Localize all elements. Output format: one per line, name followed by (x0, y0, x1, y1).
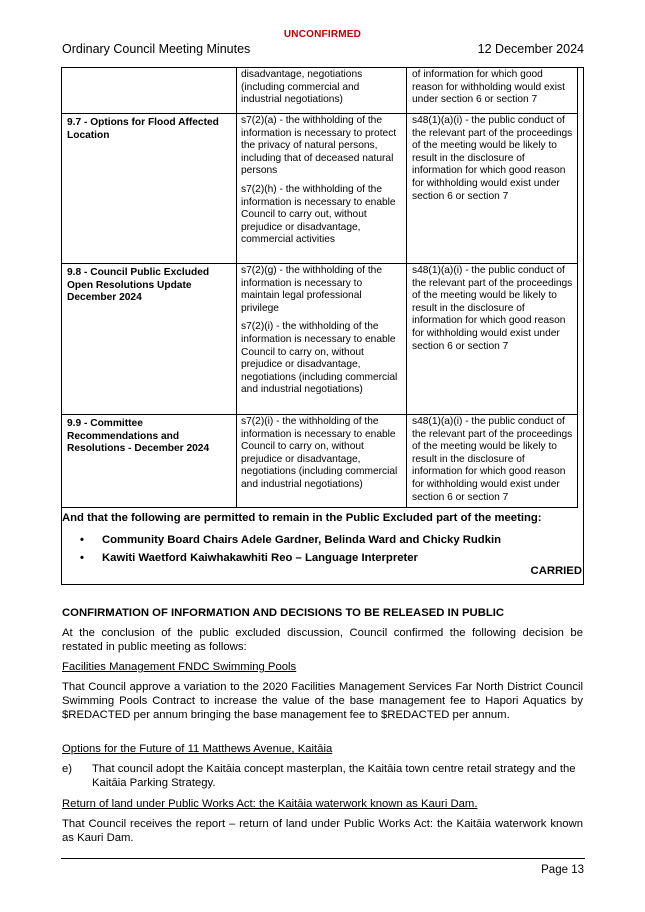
reason-cell (407, 68, 578, 114)
ground-text: s7(2)(a) - the withholding of the information is necessary to protect the privacy of natural persons, including that of deceased natural persons (241, 115, 397, 177)
item-text-matthews-avenue: That council adopt the Kaitāia concept masterplan, the Kaitāia town centre retail strategy and the Kaitāia Parking Strategy. (92, 763, 576, 789)
ground-cell (237, 415, 407, 508)
item-cell: 9.9 - Committee Recommendations and Resolutions - December 2024 (62, 415, 237, 508)
ground-text: s7(2)(i) - the withholding of the information is necessary to enable Council to carry on, without prejudice or disadvantage, negotiations (including commercial and industrial negotiations) (241, 321, 398, 396)
reason-text: s48(1)(a)(i) - the public conduct of the relevant part of the proceedings of the meeting would be likely to result in the disclosure of information for which good reason for withholding would exist under section 6 or section 7 (412, 265, 573, 352)
item-key: e) (62, 763, 73, 775)
public-excluded-table (61, 67, 578, 508)
list-item (80, 531, 501, 549)
item-e-paragraph (62, 762, 583, 790)
release-heading: CONFIRMATION OF INFORMATION AND DECISIONS TO BE RELEASED IN PUBLIC (62, 607, 505, 619)
bullet-icon: • (80, 534, 84, 546)
item-cell (62, 68, 237, 114)
table-row (62, 264, 578, 415)
table-row (62, 415, 578, 508)
ground-cell (237, 264, 407, 415)
page-number: Page 13 (541, 864, 584, 876)
item-title-matthews-avenue: Options for the Future of 11 Matthews Avenue, Kaitāia (62, 743, 333, 755)
bullet-icon: • (80, 552, 84, 564)
list-item (80, 549, 501, 567)
unconfirmed-watermark: UNCONFIRMED (283, 29, 362, 40)
table-row (62, 114, 578, 264)
table-row (62, 68, 578, 114)
release-intro: At the conclusion of the public excluded discussion, Council confirmed the following decision be restated in public meeting as follows: (62, 627, 583, 653)
item-cell: 9.8 - Council Public Excluded Open Resolutions Update December 2024 (62, 264, 237, 415)
carried-label: CARRIED (530, 565, 582, 577)
item-title-kauri-dam: Return of land under Public Works Act: the Kaitāia waterwork known as Kauri Dam. (62, 798, 478, 810)
item-title-swimming-pools: Facilities Management FNDC Swimming Pools (62, 661, 297, 673)
reason-cell (407, 114, 578, 264)
reason-text: s48(1)(a)(i) - the public conduct of the relevant part of the proceedings of the meeting would be likely to result in the disclosure of information for which good reason for withholding would exist under section 6 or section 7 (412, 416, 573, 503)
footer-divider (61, 858, 585, 859)
meeting-date: 12 December 2024 (477, 42, 584, 56)
permitted-person: Kawiti Waetford Kaiwhakawhiti Reo – Language Interpreter (102, 552, 418, 564)
ground-cell (237, 68, 407, 114)
permitted-person: Community Board Chairs Adele Gardner, Belinda Ward and Chicky Rudkin (102, 534, 502, 546)
ground-text: s7(2)(g) - the withholding of the information is necessary to maintain legal professional privilege (241, 265, 382, 314)
ground-text: s7(2)(i) - the withholding of the information is necessary to enable Council to carry on, without prejudice or disadvantage, negotiations (including commercial and industrial negotiations) (241, 416, 398, 490)
item-text-swimming-pools: That Council approve a variation to the 2020 Facilities Management Services Far North District Council Swimming Pools Contract to increase the value of the base management fee to Hapori Aquatics by $REDACTED per annum bringing the base management fee to $REDACTED per annum. (62, 681, 583, 721)
reason-text: s48(1)(a)(i) - the public conduct of the relevant part of the proceedings of the meeting would be likely to result in the disclosure of information for which good reason for withholding would exist under section 6 or section 7 (412, 115, 573, 202)
ground-cell (237, 114, 407, 264)
ground-text: disadvantage, negotiations (including commercial and industrial negotiations) (241, 69, 363, 106)
ground-text: s7(2)(h) - the withholding of the information is necessary to enable Council to carry out, without prejudice or disadvantage, commercial activities (241, 183, 396, 246)
reason-text: of information for which good reason for withholding would exist under section 6 or section 7 (412, 69, 565, 106)
document-title: Ordinary Council Meeting Minutes (62, 42, 251, 56)
reason-cell (407, 264, 578, 415)
reason-cell (407, 415, 578, 508)
item-text-kauri-dam: That Council receives the report – return of land under Public Works Act: the Kaitāia waterwork known as Kauri Dam. (62, 818, 583, 844)
permitted-intro: And that the following are permitted to remain in the Public Excluded part of the meeting: (62, 512, 542, 524)
item-cell: 9.7 - Options for Flood Affected Location (62, 114, 237, 264)
page-header (62, 42, 584, 58)
permitted-list (80, 531, 501, 567)
